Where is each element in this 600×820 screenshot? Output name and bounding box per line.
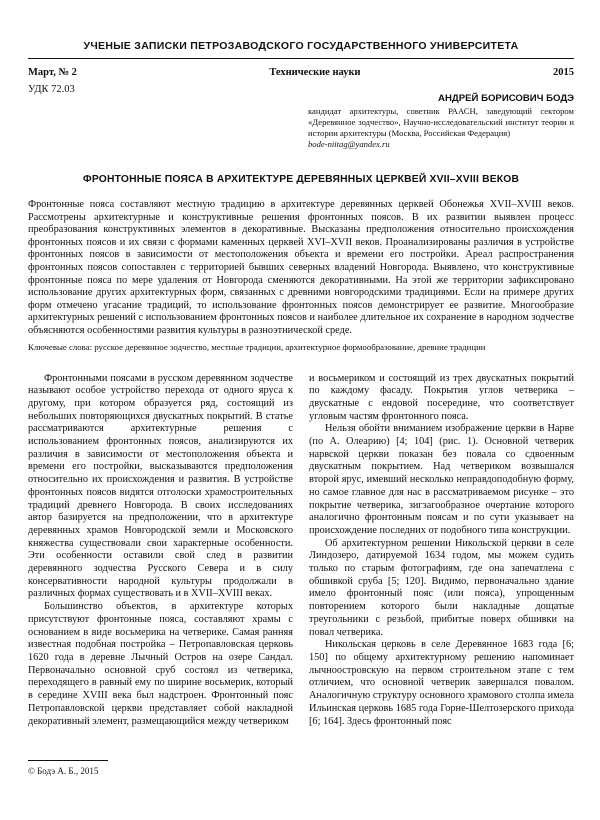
paragraph: Никольская церковь в селе Деревянное 1683 года [6; 150] по общему архитектурному решению напоминает лычноостровскую на первом строительном этапе с тем отличием, что основной четверик завершался повалом. Аналогичную структуру основного храмового столпа имела Ильинская церковь 1685 года Горне-Шелтозерского прихода [6; 164]. Здесь фронтонный пояс [309,639,574,727]
copyright: © Бодэ А. Б., 2015 [28,766,99,776]
footer-divider [28,760,108,761]
author-affiliation: кандидат архитектуры, советник РААСН, заведующий сектором «Деревянное зодчество», Научно-исследовательский институт теории и истории архитектуры (Москва, Российская Федерация) [308,106,574,138]
paragraph: Нельзя обойти вниманием изображение церкви в Нарве (по А. Олеарию) [4; 104] (рис. 1). Основной четверик нарвской церкви показан без повала со сдвоенным двускатным покрытием. Над четвериком возвышался второй ярус, имевший несколько неправдоподобную форму, но самое главное для нас в рассматриваемом рисунке – это покрытие четверика, зигзагообразное очертание которого аналогично фронтонным поясам и по сути указывает на происхождение последних от подобного типа конструкции. [309,423,574,536]
article-page [28,0,574,728]
paragraph: и восьмериком и состоящий из трех двускатных покрытий по каждому фасаду. Покрытия углов четверика – двускатные с ендовой посередине, что соответствует угловым частям фронтонного пояса. [309,372,574,422]
journal-title: УЧЕНЫЕ ЗАПИСКИ ПЕТРОЗАВОДСКОГО ГОСУДАРСТВЕННОГО УНИВЕРСИТЕТА [28,40,574,59]
author-email[interactable]: bode-niitag@yandex.ru [308,139,390,149]
author-name: АНДРЕЙ БОРИСОВИЧ БОДЭ [438,93,574,104]
abstract-text: Фронтонные пояса составляют местную традицию в архитектуре деревянных церквей Обонежья XVII–XVIII веков. Рассмотрены архитектурные и конструктивные решения фронтонных поясов. В их развитии выявлен процесс преобразования конструктивных элементов в декоративные. Высказаны предположения относительно происхождения фронтонных поясов и их связи с формами каменных церквей XVI–XVII веков. Проанализированы различия в устройстве фронтонных поясов в зависимости от местоположения объекта и времени его постройки. Ареал распространения фронтонных поясов сопоставлен с территорией бывших северных владений Новгорода. Выявлено, что конструктивные фронтонные пояса по мере удаления от Новгорода сменяются декоративными. На этой же территории зафиксировано использование других архитектурных форм, связанных с древними новгородскими традициями. Если на примере других форм отмечено угасание традиций, то использование фронтонных поясов демонстрирует ее развитие. Многообразие архитектурных решений с использованием фронтонных поясов и наиболее длительное их сохранение в народном зодчестве объясняются особенностями развития культуры в разноэтнической среде. [28,199,574,336]
keywords: Ключевые слова: русское деревянное зодчество, местные традиции, архитектурное формообразование, древние традиции [28,341,486,352]
issue-year: 2015 [553,67,574,78]
article-title: ФРОНТОННЫЕ ПОЯСА В АРХИТЕКТУРЕ ДЕРЕВЯННЫХ ЦЕРКВЕЙ XVII–XVIII ВЕКОВ [82,174,520,185]
right-column [309,373,574,729]
left-column [28,373,293,729]
abstract [28,199,574,338]
section-name: Технические науки [269,67,361,78]
author-block [308,93,574,150]
issue-row [28,67,574,78]
issue-number: Март, № 2 [28,67,77,78]
body-columns [28,373,574,729]
paragraph: Фронтонными поясами в русском деревянном зодчестве называют особое устройство перехода от одного яруса к другому, при котором образуется ряд, состоящий из небольших повторяющихся двускатных покрытий. В статье рассматриваются архитектурные решения с использованием фронтонных поясов, анализируются их различия в зависимости от местоположения объекта и времени его постройки, высказываются предположения относительно их происхождения и развития. В устройстве фронтонных поясов видятся отголоски храмостроительных традиций древнего Новгорода. В своих исследованиях автор базируется на предположении, что в архитектуре деревянных храмов Новгородской земли и Московского княжества существовали свои характерные особенности. Эти особенности оставили свой след в развитии деревянного зодчества Русского Севера и в силу консервативности народной культуры продолжали в различных формах существовать и в XVII–XVIII веках. [28,372,293,600]
paragraph: Об архитектурном решении Никольской церкви в селе Линдозеро, датируемой 1634 годом, мы можем судить только по старым фотографиям, где она запечатлена с обшивкой сруба [5; 120]. Видимо, первоначально здание имело фронтонный пояс (или пояса), упрощенным повторением которого были накладные дощатые треугольники с резьбой, прибитые поверх обшивки на повал четверика. [309,537,574,638]
paragraph: Большинство объектов, в архитектуре которых присутствуют фронтонные пояса, составляют храмы с основанием в виде восьмерика на четверике. Самая ранняя известная подобная постройка – Петропавловская церковь 1620 года в деревне Лычный Остров на озере Сандал. Первоначально основной сруб состоял из четверика, переходящего в равный ему по ширине восьмерик, который в середине XVIII века был надстроен. Фронтонный пояс Петропавловской церкви представляет собой накладной декоративный элемент, размещающийся между четвериком [28,601,293,727]
udk-code: УДК 72.03 [28,84,75,95]
